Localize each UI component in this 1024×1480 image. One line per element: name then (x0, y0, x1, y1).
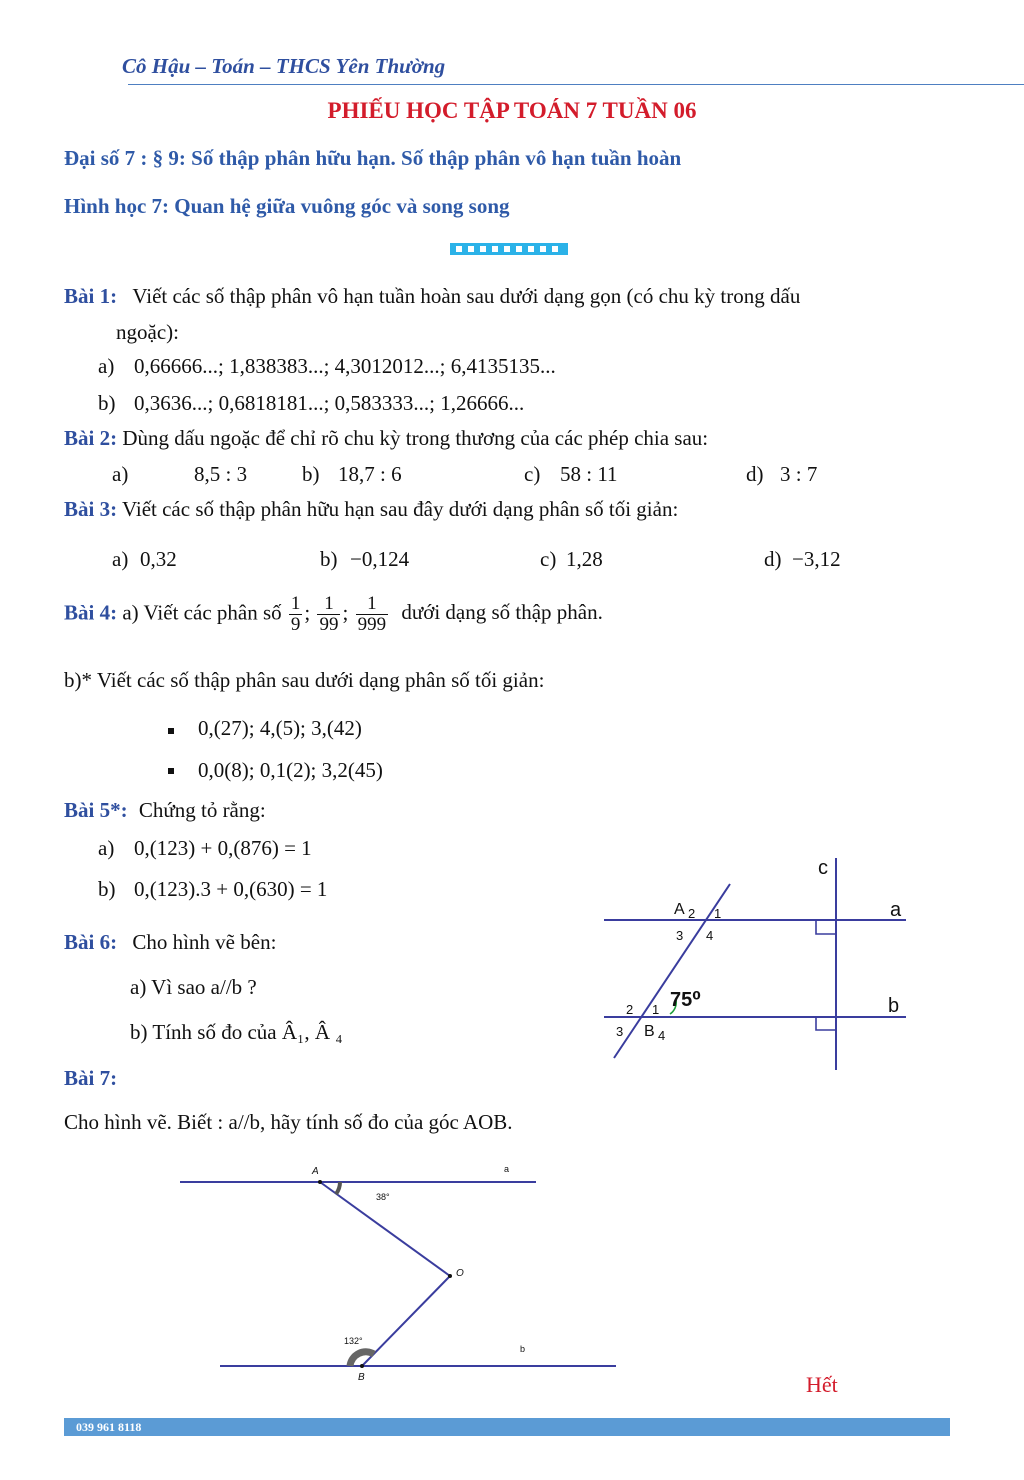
angle-arc-A (336, 1182, 340, 1194)
fraction-1-9: $\frac{1}{9}$ (290, 593, 301, 635)
point-O (448, 1274, 452, 1278)
end-marker: Hết (806, 1372, 838, 1397)
label-A2: 2 (688, 906, 696, 921)
bai3-c: 1,28 (566, 547, 603, 571)
bai1-b: 0,3636...; 0,6818181...; 0,583333...; 1,26666... (134, 391, 525, 415)
bai1-label: Bài 1: (64, 284, 118, 308)
decorative-divider (450, 243, 568, 255)
point-A (318, 1180, 322, 1184)
bai7-figure (170, 1158, 630, 1390)
bai1-text-cont: ngoặc): (116, 320, 179, 344)
label-B1: 1 (652, 1002, 660, 1017)
bai5-a-label: a) (98, 836, 115, 860)
bai2-text: Dùng dấu ngoặc để chỉ rõ chu kỳ trong thương của các phép chia sau: (122, 426, 709, 450)
bai6-text: Cho hình vẽ bên: (132, 930, 277, 954)
label-A3: 3 (676, 928, 684, 943)
bai3-b-label: b) (320, 547, 338, 571)
label-angle-132: 132° (344, 1336, 363, 1346)
bai2-a-label: a) (112, 462, 129, 486)
bai4-label: Bài 4: (64, 600, 118, 625)
bai6-b: b) Tính số đo của Â₁, Â ₄ (130, 1020, 343, 1044)
bai5-text: Chứng tỏ rằng: (138, 798, 266, 822)
author-header: Cô Hậu – Toán – THCS Yên Thường (122, 54, 446, 78)
bai2-b: 18,7 : 6 (338, 462, 402, 486)
bai3-text: Viết các số thập phân hữu hạn sau đây dưới dạng phân số tối giản: (121, 497, 679, 521)
label-angle-38: 38° (376, 1192, 390, 1202)
bai4-bullet-1: 0,(27); 4,(5); 3,(42) (198, 716, 362, 740)
label-a: a (890, 899, 902, 921)
fraction-1-99: $\frac{1}{99}$ (319, 593, 339, 635)
algebra-topic: Đại số 7 : § 9: Số thập phân hữu hạn. Số thập phân vô hạn tuần hoàn (64, 146, 682, 170)
label-B4: 4 (658, 1028, 666, 1043)
bai1-a: 0,66666...; 1,838383...; 4,3012012...; 6,4135135... (134, 354, 556, 378)
transversal-line (614, 884, 730, 1058)
bai5-a: 0,(123) + 0,(876) = 1 (134, 836, 312, 860)
bai2-c: 58 : 11 (560, 462, 618, 486)
label-A: A (312, 1166, 319, 1177)
bai3-a: 0,32 (140, 547, 177, 571)
bai1-b-label: b) (98, 391, 116, 415)
bai2-d: 3 : 7 (780, 462, 818, 486)
bai5-b-label: b) (98, 877, 116, 901)
bai4-a-tail: dưới dạng số thập phân. (401, 600, 603, 625)
bai3-b: −0,124 (350, 547, 410, 571)
bai3-d-label: d) (764, 547, 782, 571)
bai2-b-label: b) (302, 462, 320, 486)
footer-bar (64, 1418, 950, 1436)
bai3-c-label: c) (540, 547, 557, 571)
bai1-a-label: a) (98, 354, 115, 378)
label-c: c (818, 857, 828, 879)
bai6-label: Bài 6: (64, 930, 118, 954)
label-B: B (644, 1023, 655, 1040)
label-B: B (358, 1372, 365, 1383)
bai1-text: Viết các số thập phân vô hạn tuần hoàn sau dưới dạng gọn (có chu kỳ trong dấu (132, 284, 801, 308)
label-A1: 1 (714, 906, 722, 921)
bai4-bullet-2: 0,0(8); 0,1(2); 3,2(45) (198, 758, 383, 782)
bai3-a-label: a) (112, 547, 129, 571)
bai7-text: Cho hình vẽ. Biết : a//b, hãy tính số đo của góc AOB. (64, 1110, 513, 1134)
segment-OB (362, 1276, 450, 1366)
point-B (360, 1364, 364, 1368)
page-title: PHIẾU HỌC TẬP TOÁN 7 TUẦN 06 (327, 98, 697, 123)
fraction-1-999: $\frac{1}{999}$ (357, 593, 387, 635)
fraction-separator: ; (342, 600, 349, 625)
label-b: b (888, 995, 900, 1017)
fraction-separator: ; (304, 600, 311, 625)
bai3-d: −3,12 (792, 547, 841, 571)
bai4-heading (64, 594, 603, 635)
right-angle-mark-a (816, 920, 836, 934)
label-A4: 4 (706, 928, 714, 943)
label-a: a (504, 1164, 510, 1174)
bai2-d-label: d) (746, 462, 764, 486)
bai2-label: Bài 2: (64, 426, 118, 450)
bai6-figure (600, 850, 920, 1075)
label-A: A (674, 901, 685, 918)
angle-arc-B (350, 1352, 374, 1366)
bai3-label: Bài 3: (64, 497, 118, 521)
bai2-heading (64, 426, 708, 451)
bai5-b: 0,(123).3 + 0,(630) = 1 (134, 877, 328, 901)
label-angle-75: 75⁰ (670, 989, 702, 1011)
bai2-c-label: c) (524, 462, 541, 486)
footer-phone: 039 961 8118 (76, 1420, 142, 1434)
label-O: O (456, 1268, 464, 1279)
bai6-a: a) Vì sao a//b ? (130, 975, 257, 999)
bai5-label: Bài 5*: (64, 798, 128, 822)
bai7-label: Bài 7: (64, 1066, 118, 1090)
bai3-heading (64, 497, 678, 522)
bullet-icon (168, 768, 174, 774)
bai4-a-text: a) Viết các phân số (122, 600, 282, 625)
bai1-heading (64, 284, 800, 309)
label-b: b (520, 1344, 526, 1354)
bai4-b-text: b)* Viết các số thập phân sau dưới dạng phân số tối giản: (64, 668, 545, 692)
header-rule (128, 84, 1024, 85)
label-B2: 2 (626, 1002, 634, 1017)
geometry-topic: Hình học 7: Quan hệ giữa vuông góc và song song (64, 194, 510, 218)
label-B3: 3 (616, 1024, 624, 1039)
bai2-a: 8,5 : 3 (194, 462, 248, 486)
bai5-heading (64, 798, 266, 823)
bullet-icon (168, 728, 174, 734)
bai6-heading (64, 930, 276, 955)
right-angle-mark-b (816, 1017, 836, 1030)
